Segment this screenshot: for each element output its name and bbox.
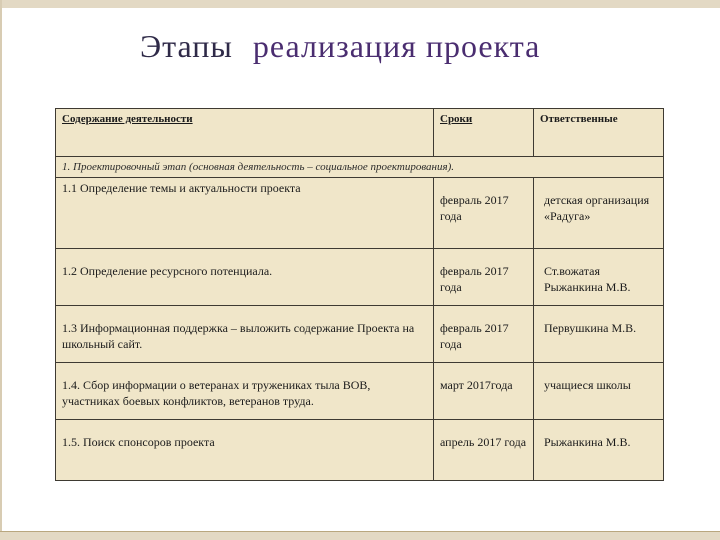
- row-dates: [434, 363, 534, 420]
- row-responsible-text: Рыжанкина М.В.: [544, 435, 631, 449]
- row-dates: [434, 178, 534, 249]
- table-row: [56, 420, 664, 481]
- table-header-row: [56, 109, 664, 157]
- row-dates-text: февраль 2017 года: [440, 193, 509, 223]
- row-dates-text: февраль 2017 года: [440, 264, 509, 294]
- row-content-text: 1.3 Информационная поддержка – выложить содержание Проекта на школьный сайт.: [62, 321, 415, 351]
- row-responsible: [534, 306, 664, 363]
- row-responsible-text: Ст.вожатая Рыжанкина М.В.: [544, 264, 631, 294]
- bottom-decor-stripe: [0, 532, 720, 540]
- row-dates: [434, 306, 534, 363]
- header-responsible-label: Ответственные: [540, 113, 618, 125]
- project-stages-table: [55, 108, 664, 481]
- row-dates-text: апрель 2017 года: [440, 435, 527, 449]
- row-responsible-text: детская организация «Радуга»: [544, 193, 650, 223]
- row-content: [56, 249, 434, 306]
- row-content-text: 1.5. Поиск спонсоров проекта: [62, 435, 215, 449]
- row-dates-text: март 2017года: [440, 378, 513, 392]
- slide-title: [140, 28, 540, 65]
- row-content: 1.1 Определение темы и актуальности проекта: [56, 178, 434, 249]
- title-word-2: реализация проекта: [252, 28, 541, 64]
- row-responsible-text: учащиеся школы: [544, 378, 631, 392]
- row-dates: [434, 249, 534, 306]
- stage-label: 1. Проектировочный этап (основная деятельность – социальное проектирования).: [62, 161, 454, 173]
- row-responsible-text: Первушкина М.В.: [544, 321, 637, 335]
- row-responsible: [534, 249, 664, 306]
- top-decor-stripe: [0, 0, 720, 8]
- header-responsible: [534, 109, 664, 157]
- row-responsible: [534, 420, 664, 481]
- row-content-text: 1.4. Сбор информации о ветеранах и тружениках тыла ВОВ, участниках боевых конфликтов, ветеранов труда.: [62, 378, 371, 408]
- row-dates: [434, 420, 534, 481]
- row-dates-text: февраль 2017 года: [440, 321, 509, 351]
- header-content-label: Содержание деятельности: [62, 113, 193, 125]
- row-content: [56, 363, 434, 420]
- left-decor-rule: [0, 0, 2, 540]
- table-row: [56, 249, 664, 306]
- table-row: [56, 306, 664, 363]
- row-content-text: 1.2 Определение ресурсного потенциала.: [62, 264, 273, 278]
- row-responsible: [534, 178, 664, 249]
- stage-cell: [56, 157, 664, 178]
- table-row: [56, 178, 664, 249]
- row-content: [56, 306, 434, 363]
- row-responsible: [534, 363, 664, 420]
- header-dates-label: Сроки: [440, 113, 473, 125]
- header-content: [56, 109, 434, 157]
- title-word-1: Этапы: [140, 28, 233, 64]
- table-row: [56, 363, 664, 420]
- stage-row: [56, 157, 664, 178]
- row-content: [56, 420, 434, 481]
- header-dates: [434, 109, 534, 157]
